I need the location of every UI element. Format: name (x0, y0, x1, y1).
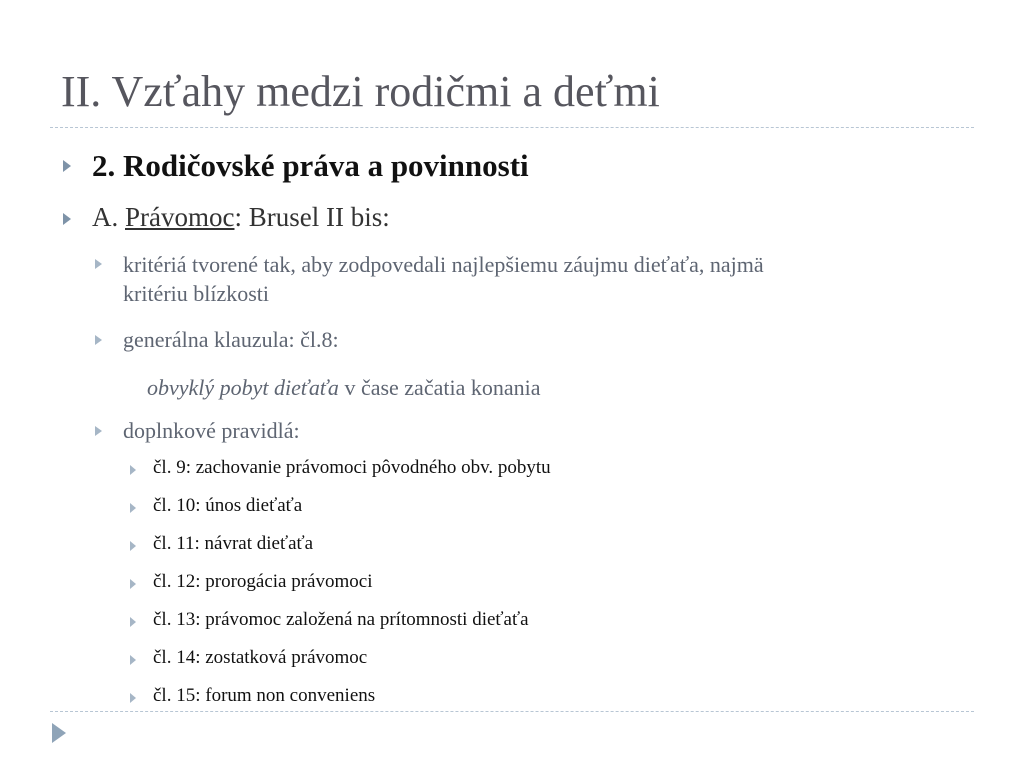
bullet-icon (130, 465, 136, 475)
footer-divider (50, 711, 974, 712)
criteria-line-1: kritériá tvorené tak, aby zodpovedali najlepšiemu záujmu dieťaťa, najmä (123, 252, 764, 277)
bullet-icon (63, 213, 71, 225)
article-item: čl. 9: zachovanie právomoci pôvodného obv. pobytu (153, 457, 551, 478)
general-clause: generálna klauzula: čl.8: (123, 327, 339, 352)
article-item: čl. 13: právomoc založená na prítomnosti dieťaťa (153, 609, 529, 630)
title-divider (50, 127, 974, 128)
habitual-residence-rest: v čase začatia konania (338, 375, 541, 400)
section-a-suffix: : Brusel II bis: (234, 202, 390, 232)
bullet-icon (130, 617, 136, 627)
bullet-icon (130, 503, 136, 513)
section-a-prefix: A. (92, 202, 125, 232)
bullet-icon (63, 160, 71, 172)
bullet-icon (130, 655, 136, 665)
section-a (92, 202, 390, 233)
bullet-icon (95, 335, 102, 345)
bullet-icon (130, 541, 136, 551)
supplementary-rules: doplnkové pravidlá: (123, 418, 300, 443)
section-a-keyword: Právomoc (125, 202, 235, 232)
habitual-residence (147, 373, 540, 402)
bullet-icon (130, 579, 136, 589)
next-slide-arrow-icon[interactable] (52, 723, 66, 743)
slide-title: II. Vzťahy medzi rodičmi a deťmi (61, 67, 660, 116)
criteria-line-2: kritériu blízkosti (123, 281, 270, 306)
article-item: čl. 11: návrat dieťaťa (153, 533, 314, 554)
bullet-icon (130, 693, 136, 703)
section-heading: 2. Rodičovské práva a povinnosti (92, 148, 529, 183)
article-item: čl. 10: únos dieťaťa (153, 495, 303, 516)
criteria-text (123, 250, 764, 308)
article-item: čl. 15: forum non conveniens (153, 685, 376, 706)
bullet-icon (95, 259, 102, 269)
bullet-icon (95, 426, 102, 436)
habitual-residence-italic: obvyklý pobyt dieťaťa (147, 375, 339, 400)
article-item: čl. 12: prorogácia právomoci (153, 571, 373, 592)
article-item: čl. 14: zostatková právomoc (153, 647, 368, 668)
